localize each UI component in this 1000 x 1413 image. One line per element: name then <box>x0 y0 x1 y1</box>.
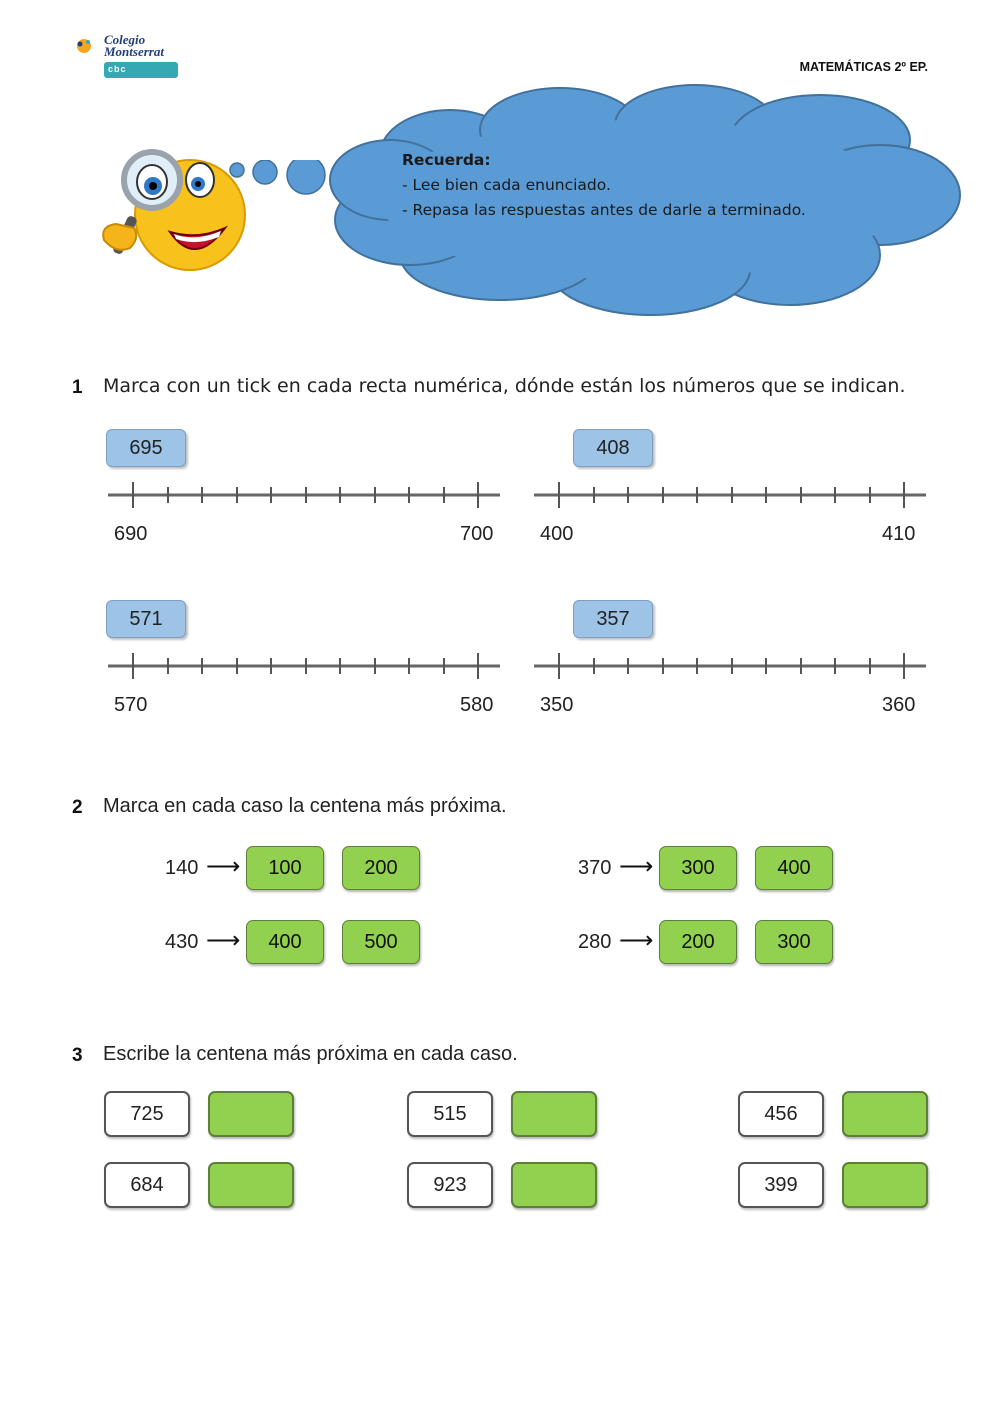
target-number: 408 <box>573 429 653 467</box>
answer-input[interactable] <box>511 1162 597 1208</box>
given-number: 399 <box>738 1162 824 1208</box>
option-button[interactable]: 400 <box>755 846 833 890</box>
line-start-label: 400 <box>540 523 574 545</box>
answer-input[interactable] <box>208 1091 294 1137</box>
school-name: Colegio Montserrat <box>104 32 164 59</box>
option-button[interactable]: 400 <box>246 920 324 964</box>
answer-input[interactable] <box>842 1162 928 1208</box>
given-number: 725 <box>104 1091 190 1137</box>
exercise-2-number: 2 <box>72 797 83 818</box>
source-number: 430 <box>165 931 199 953</box>
source-number: 370 <box>578 857 612 879</box>
number-line[interactable] <box>534 651 929 681</box>
answer-input[interactable] <box>511 1091 597 1137</box>
target-number: 695 <box>106 429 186 467</box>
given-number: 684 <box>104 1162 190 1208</box>
line-start-label: 350 <box>540 694 574 716</box>
line-start-label: 690 <box>114 523 148 545</box>
line-end-label: 700 <box>460 523 494 545</box>
given-number: 515 <box>407 1091 493 1137</box>
reminder-text <box>402 148 806 223</box>
right-arrow-icon: ⟶ <box>619 927 654 954</box>
exercise-3-number: 3 <box>72 1045 83 1066</box>
line-end-label: 580 <box>460 694 494 716</box>
line-end-label: 410 <box>882 523 916 545</box>
given-number: 456 <box>738 1091 824 1137</box>
source-number: 280 <box>578 931 612 953</box>
exercise-2-title: Marca en cada caso la centena más próxima. <box>103 795 507 817</box>
reminder-line-2: - Repasa las respuestas antes de darle a terminado. <box>402 201 806 219</box>
option-button[interactable]: 100 <box>246 846 324 890</box>
line-start-label: 570 <box>114 694 148 716</box>
given-number: 923 <box>407 1162 493 1208</box>
option-button[interactable]: 500 <box>342 920 420 964</box>
line-end-label: 360 <box>882 694 916 716</box>
reminder-line-1: - Lee bien cada enunciado. <box>402 176 611 194</box>
exercise-1-number: 1 <box>72 377 83 398</box>
answer-input[interactable] <box>208 1162 294 1208</box>
option-button[interactable]: 200 <box>659 920 737 964</box>
option-button[interactable]: 200 <box>342 846 420 890</box>
option-button[interactable]: 300 <box>755 920 833 964</box>
right-arrow-icon: ⟶ <box>206 853 241 880</box>
subject-label: MATEMÁTICAS 2º EP. <box>799 60 928 74</box>
exercise-1-title: Marca con un tick en cada recta numérica, dónde están los números que se indican. <box>103 375 906 397</box>
right-arrow-icon: ⟶ <box>206 927 241 954</box>
answer-input[interactable] <box>842 1091 928 1137</box>
exercise-3-title: Escribe la centena más próxima en cada caso. <box>103 1043 518 1065</box>
target-number: 357 <box>573 600 653 638</box>
reminder-title: Recuerda: <box>402 151 491 169</box>
right-arrow-icon: ⟶ <box>619 853 654 880</box>
target-number: 571 <box>106 600 186 638</box>
number-line[interactable] <box>108 651 503 681</box>
source-number: 140 <box>165 857 199 879</box>
logo-banner-text: cbc <box>108 64 127 74</box>
option-button[interactable]: 300 <box>659 846 737 890</box>
thought-bubble-small <box>225 160 335 205</box>
number-line[interactable] <box>534 480 929 510</box>
number-line[interactable] <box>108 480 503 510</box>
